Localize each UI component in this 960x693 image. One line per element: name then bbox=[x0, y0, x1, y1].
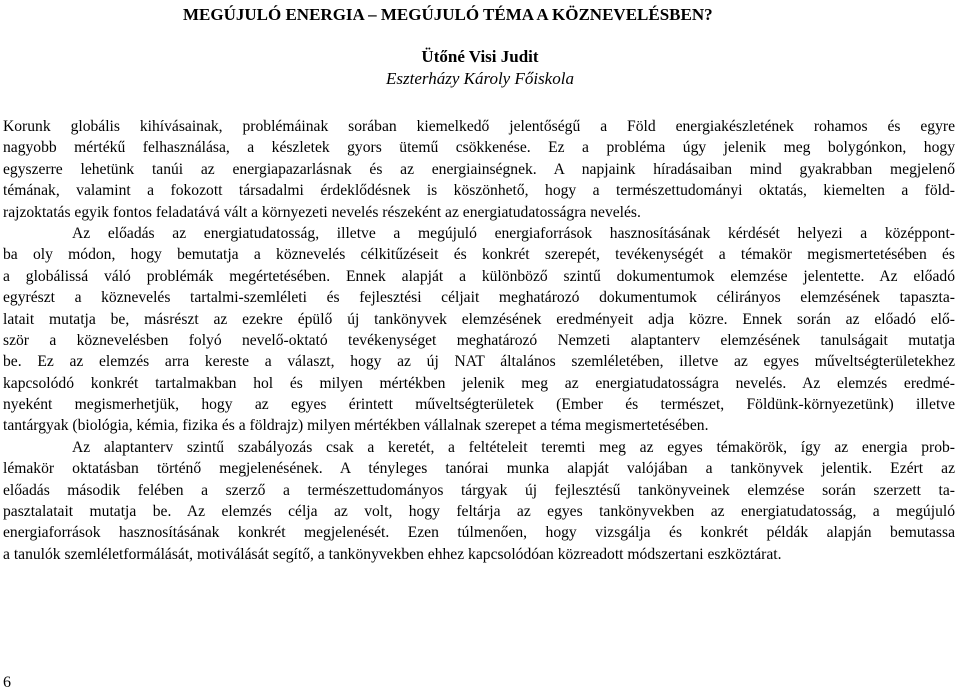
abstract-line: Korunk globális kihívásainak, problémáinak sorában kiemelkedő jelentőségű a Föld energiakészletének rohamos és egyre bbox=[3, 118, 955, 135]
abstract-line: ször a köznevelésben folyó nevelő-oktató tevékenységet meghatározó Nemzeti alaptanterv elemzésének tanulságait mutatja bbox=[3, 331, 955, 349]
abstract-line: energiaforrások hasznosításának konkrét megjelenését. Ezen túlmenően, hogy vizsgálja és konkrét példák alapján bemutassa bbox=[3, 524, 955, 542]
abstract-line: a globálissá váló problémák megértetésében. Ennek alapját a különböző szintű dokumentumok elemzése jelentette. Az előadó bbox=[3, 267, 955, 285]
abstract-line: tantárgyak (biológia, kémia, fizika és a földrajz) milyen mértékben vállalnak szerepet a téma megismertetésében. bbox=[3, 417, 709, 435]
abstract-line: témának, valamint a fokozott társadalmi érdeklődésnek is köszönhető, hogy a természettudományi oktatás, kiemelten a föld- bbox=[3, 182, 955, 200]
author-name: Ütőné Visi Judit bbox=[421, 47, 539, 66]
abstract-line: a tanulók szemléletformálását, motiválását segítő, a tankönyvekben ehhez kapcsolódóan közreadott módszertani eszköztárat. bbox=[3, 545, 782, 563]
author-affiliation: Eszterházy Károly Főiskola bbox=[386, 69, 574, 88]
abstract-line: latait mutatja be, másrészt az ezekre épülő új tankönyvek elemzésének eredményeit adja közre. Ennek során az előadó elő- bbox=[3, 310, 955, 328]
abstract-line: egyrészt a köznevelés tartalmi-szemléleti és fejlesztési céljait meghatározó dokumentumok célirányos elemzésének tapaszta- bbox=[3, 289, 955, 307]
abstract-line: nyeként megismerhetjük, hogy az egyes érintett műveltségterületek (Ember és természet, Földünk-környezetünk) illetve bbox=[3, 396, 955, 414]
abstract-line: nagyobb mértékű felhasználása, a készletek gyors ütemű csökkenése. Ez a probléma úgy jelenik meg bolygónkon, hogy bbox=[3, 139, 955, 157]
document-title: MEGÚJULÓ ENERGIA – MEGÚJULÓ TÉMA A KÖZNEVELÉSBEN? bbox=[183, 5, 713, 24]
abstract-line: Az előadás az energiatudatosság, illetve a megújuló energiaforrások hasznosításának kérdését helyezi a középpont- bbox=[72, 224, 955, 242]
abstract-line: pasztalatait mutatja be. Az elemzés célja az volt, hogy feltárja az egyes tankönyvekben az energiatudatosság, a megújuló bbox=[3, 503, 955, 521]
abstract-line: előadás második felében a szerző a természettudományos tárgyak új fejlesztésű tankönyveinek elemzése során szerzett ta- bbox=[3, 481, 955, 499]
abstract-line: be. Ez az elemzés arra kereste a választ, hogy az új NAT általános szemléletében, illetve az egyes műveltségterületekhez bbox=[3, 353, 955, 371]
abstract-line: lémakör oktatásban történő megjelenésének. A tényleges tanórai munka alapját valójában a tankönyvek jelentik. Ezért az bbox=[3, 460, 955, 478]
abstract-line: ba oly módon, hogy bemutatja a köznevelés célkitűzéseit és konkrét szerepét, tevékenységét a témakör megismertetésében és bbox=[3, 246, 955, 264]
abstract-line: kapcsolódó konkrét tartalmakban hol és milyen mértékben jelenik meg az energiatudatosságra nevelés. Az elemzés eredmé- bbox=[3, 374, 955, 392]
abstract-line: egyszerre lehetünk tanúi az energiapazarlásnak és az energiainségnek. A napjaink híradásaiban mind gyakrabban megjelenő bbox=[3, 160, 955, 178]
abstract-line: Az alaptanterv szintű szabályozás csak a keretét, a feltételeit teremti meg az egyes témakörök, így az energia prob- bbox=[72, 438, 955, 456]
abstract-text bbox=[3, 116, 955, 565]
page-number: 6 bbox=[3, 674, 11, 691]
abstract-line: rajzoktatás egyik fontos feladatává vált a környezeti nevelés részeként az energiatudatosságra nevelés. bbox=[3, 203, 641, 221]
